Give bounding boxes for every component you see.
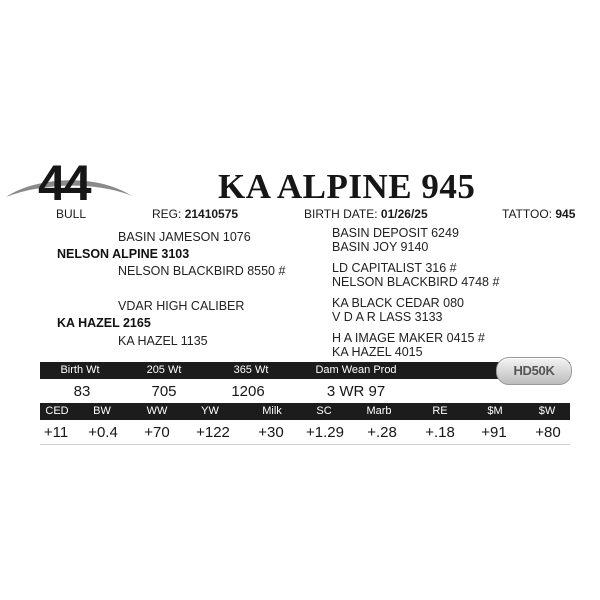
pedigree-dd-dam: KA HAZEL 4015 [332,345,423,359]
birth-date-field [304,207,428,221]
reg-label: REG: [152,207,182,221]
animal-name: KA ALPINE 945 [218,167,476,206]
epd-label: Milk [262,405,282,417]
epd-value: +.18 [425,424,455,441]
perf-label: Birth Wt [60,364,100,376]
lot-number: 44 [38,155,90,211]
perf-value: 83 [73,383,91,400]
epd-label: $M [487,405,503,417]
epd-label: RE [432,405,448,417]
tattoo-label: TATTOO: [502,207,552,221]
epd-value: +70 [144,424,170,441]
performance-header-bar [40,362,570,379]
perf-label: 205 Wt [146,364,182,376]
perf-label: 365 Wt [233,364,269,376]
pedigree-dam: KA HAZEL 2165 [57,316,151,330]
epd-value: +1.29 [306,424,344,441]
epd-value: +0.4 [88,424,118,441]
pedigree-dd-sire: H A IMAGE MAKER 0415 # [332,331,485,345]
epd-label: SC [316,405,332,417]
reg-field [152,207,238,221]
pedigree-sd-dam: NELSON BLACKBIRD 4748 # [332,275,500,289]
pedigree-ds-dam: V D A R LASS 3133 [332,310,443,324]
perf-value: 1206 [231,383,265,400]
birth-date-label: BIRTH DATE: [304,207,378,221]
epd-label: BW [93,405,111,417]
epd-value: +11 [43,424,69,441]
pedigree-dam-sire: VDAR HIGH CALIBER [118,299,245,313]
epd-label: YW [201,405,219,417]
epd-label: CED [45,405,69,417]
performance-values-row [40,379,570,404]
epd-label: WW [146,405,168,417]
epd-value: +80 [535,424,561,441]
perf-value: 3 WR 97 [326,383,386,400]
animal-type: BULL [56,207,87,221]
badge-label: HD50K [513,363,555,378]
epd-values-row [40,420,570,445]
perf-label: Dam Wean Prod [315,364,397,376]
epd-label: Marb [366,405,392,417]
pedigree-ss-sire: BASIN DEPOSIT 6249 [332,226,459,240]
pedigree-sd-sire: LD CAPITALIST 316 # [332,261,457,275]
pedigree-ss-dam: BASIN JOY 9140 [332,240,429,254]
pedigree-sire-dam: NELSON BLACKBIRD 8550 # [118,264,286,278]
tattoo-value: 945 [555,207,576,221]
perf-value: 705 [151,383,177,400]
pedigree-sire: NELSON ALPINE 3103 [57,247,190,261]
reg-value: 21410575 [184,207,239,221]
pedigree-sire-sire: BASIN JAMESON 1076 [118,230,251,244]
pedigree-ds-sire: KA BLACK CEDAR 080 [332,296,465,310]
hd50k-badge [496,357,572,385]
epd-value: +91 [481,424,507,441]
epd-value: +.28 [367,424,397,441]
epd-label: $W [538,405,556,417]
birth-date-value: 01/26/25 [380,207,428,221]
epd-value: +122 [196,424,230,441]
epd-header-bar [40,403,570,420]
pedigree-dam-dam: KA HAZEL 1135 [118,334,208,348]
epd-value: +30 [258,424,284,441]
tattoo-field [502,207,575,221]
